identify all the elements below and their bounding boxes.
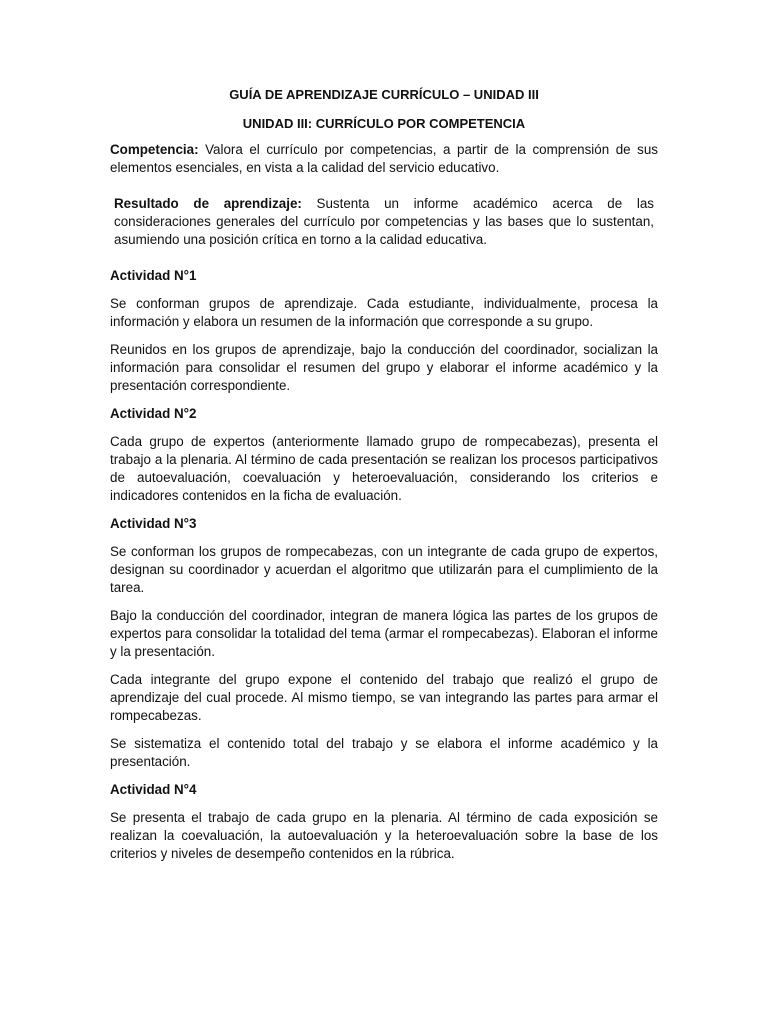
activity-heading: Actividad N°4 (110, 782, 197, 797)
activity-4 (110, 781, 658, 863)
activity-heading: Actividad N°3 (110, 516, 197, 531)
resultado-label: Resultado de aprendizaje: (114, 196, 302, 211)
activity-paragraph: Bajo la conducción del coordinador, integran de manera lógica las partes de los grupos de expertos para consolidar la totalidad del tema (armar el rompecabezas). Elaboran el informe y la presentación. (110, 608, 658, 659)
activity-paragraph: Cada integrante del grupo expone el contenido del trabajo que realizó el grupo de aprendizaje del cual procede. Al mismo tiempo, se van integrando las partes para armar el rompecabezas. (110, 672, 658, 723)
document-body (110, 86, 658, 873)
activity-paragraph: Se conforman los grupos de rompecabezas, con un integrante de cada grupo de expertos, designan su coordinador y acuerdan el algoritmo que utilizarán para el cumplimiento de la tarea. (110, 544, 658, 595)
activity-paragraph: Cada grupo de expertos (anteriormente llamado grupo de rompecabezas), presenta el trabajo a la plenaria. Al término de cada presentación se realizan los procesos participativos de autoevaluación, coevaluación y heteroevaluación, considerando los criterios e indicadores contenidos en la ficha de evaluación. (110, 434, 658, 503)
activity-1 (110, 267, 658, 395)
competencia-paragraph (110, 141, 658, 177)
resultado-text: Sustenta un informe académico acerca de las consideraciones generales del currículo por competencias y las bases que lo sustentan, asumiendo una posición crítica en torno a la calidad educativa. (114, 196, 654, 247)
competencia-text: Valora el currículo por competencias, a partir de la comprensión de sus elementos esenciales, en vista a la calidad del servicio educativo. (110, 142, 658, 175)
activity-paragraph: Reunidos en los grupos de aprendizaje, bajo la conducción del coordinador, socializan la información para consolidar el resumen del grupo y elaborar el informe académico y la presentación correspondiente. (110, 342, 658, 393)
activity-paragraph: Se presenta el trabajo de cada grupo en la plenaria. Al término de cada exposición se realizan la coevaluación, la autoevaluación y la heteroevaluación sobre la base de los criterios y niveles de desempeño contenidos en la rúbrica. (110, 810, 658, 861)
activity-paragraph: Se conforman grupos de aprendizaje. Cada estudiante, individualmente, procesa la información y elabora un resumen de la información que corresponde a su grupo. (110, 296, 658, 329)
activity-heading: Actividad N°1 (110, 268, 197, 283)
activity-2 (110, 405, 658, 505)
activity-paragraph: Se sistematiza el contenido total del trabajo y se elabora el informe académico y la presentación. (110, 736, 658, 769)
activity-heading: Actividad N°2 (110, 406, 197, 421)
unit-title: UNIDAD III: CURRÍCULO POR COMPETENCIA (242, 116, 526, 131)
competencia-label: Competencia: (110, 142, 199, 157)
resultado-paragraph (114, 195, 654, 249)
document-title: GUÍA DE APRENDIZAJE CURRÍCULO – UNIDAD III (229, 87, 539, 102)
activity-3 (110, 515, 658, 771)
